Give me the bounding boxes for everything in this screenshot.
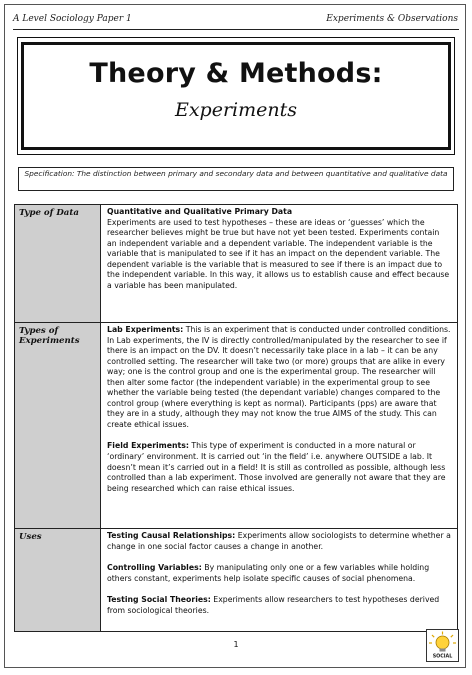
paragraph-text: This type of experiment is conducted in a more natural or ‘ordinary’ environment. It is carried out ‘in the field’ i.e. anywhere OUTSIDE a lab. It doesn’t mean it’s carried out in a field! It is still as controlled as possible, although less controlled than a lab experiment. Those involved are generally not aware that they are being researched which can raise ethical issues. <box>107 441 446 493</box>
title-box <box>21 42 451 150</box>
paragraph <box>107 325 451 430</box>
paragraph-text: By manipulating only one or a few variables while holding others constant, experiments help isolate specific causes of social phenomena. <box>107 563 430 583</box>
table-row <box>15 205 458 323</box>
row-label: Uses <box>15 529 101 632</box>
paragraph <box>107 441 451 494</box>
header-rule <box>13 29 459 30</box>
term: Testing Social Theories: <box>107 595 211 605</box>
table-row <box>15 323 458 529</box>
specification-box: Specification: The distinction between primary and secondary data and between quantitative and qualitative data <box>18 167 454 191</box>
header-left: A Level Sociology Paper 1 <box>13 14 132 24</box>
lightbulb-icon <box>427 630 458 661</box>
row-content <box>101 205 458 323</box>
page-number: 1 <box>233 640 239 649</box>
page-title: Theory & Methods: <box>89 58 383 89</box>
paragraph <box>107 595 451 616</box>
paragraph-text: Experiments allow researchers to test hypotheses derived from sociological theories. <box>107 595 440 615</box>
row-content <box>101 529 458 632</box>
paragraph <box>107 563 451 584</box>
row-heading: Quantitative and Qualitative Primary Data <box>107 207 293 216</box>
table-row <box>15 529 458 632</box>
logo-text: SOCIAL <box>432 654 453 660</box>
term: Field Experiments: <box>107 441 189 451</box>
paragraph-text: This is an experiment that is conducted under controlled conditions. In Lab experiments, the IV is directly controlled/manipulated by the researcher to see if there is an impact on the DV. It doesn’t necessarily take place in a lab – it can be any controlled setting. The researcher will take two (or more) groups that are alike in every way; one is the control group and one is the experimental group. The researcher will then alter some factor (the independent variable) in the experimental group to see whether the variable being tested (the dependant variable) changes compared to the control group (where everything is kept as normal). Participants (pps) are aware that they are in a study, although they may not know the true AIMS of the study. This can create ethical issues. <box>107 325 451 429</box>
page-subtitle: Experiments <box>174 99 298 121</box>
term: Testing Causal Relationships: <box>107 531 236 540</box>
lightbulb-logo <box>426 629 459 662</box>
row-text: Experiments are used to test hypotheses – these are ideas or ‘guesses’ which the researcher believes might be true but have not yet been tested. Experiments contain an independent variable and a dependent variable. The independent variable is the variable that is manipulated to see if it has an impact on the dependent variable. The dependent variable is the variable that is measured to see if there is an impact due to the independent variable. In this way, it allows us to establish cause and effect because a variable has been manipulated. <box>107 217 450 290</box>
paragraph-text: Experiments allow sociologists to determine whether a change in one social factor causes a change in another. <box>107 531 451 551</box>
content-table <box>14 204 458 632</box>
paragraph <box>107 531 451 552</box>
term: Lab Experiments: <box>107 325 184 334</box>
row-label: Type of Data <box>15 205 101 323</box>
row-content <box>101 323 458 529</box>
term: Controlling Variables: <box>107 563 202 573</box>
header-right: Experiments & Observations <box>326 14 458 24</box>
row-label: Types of Experiments <box>15 323 101 529</box>
